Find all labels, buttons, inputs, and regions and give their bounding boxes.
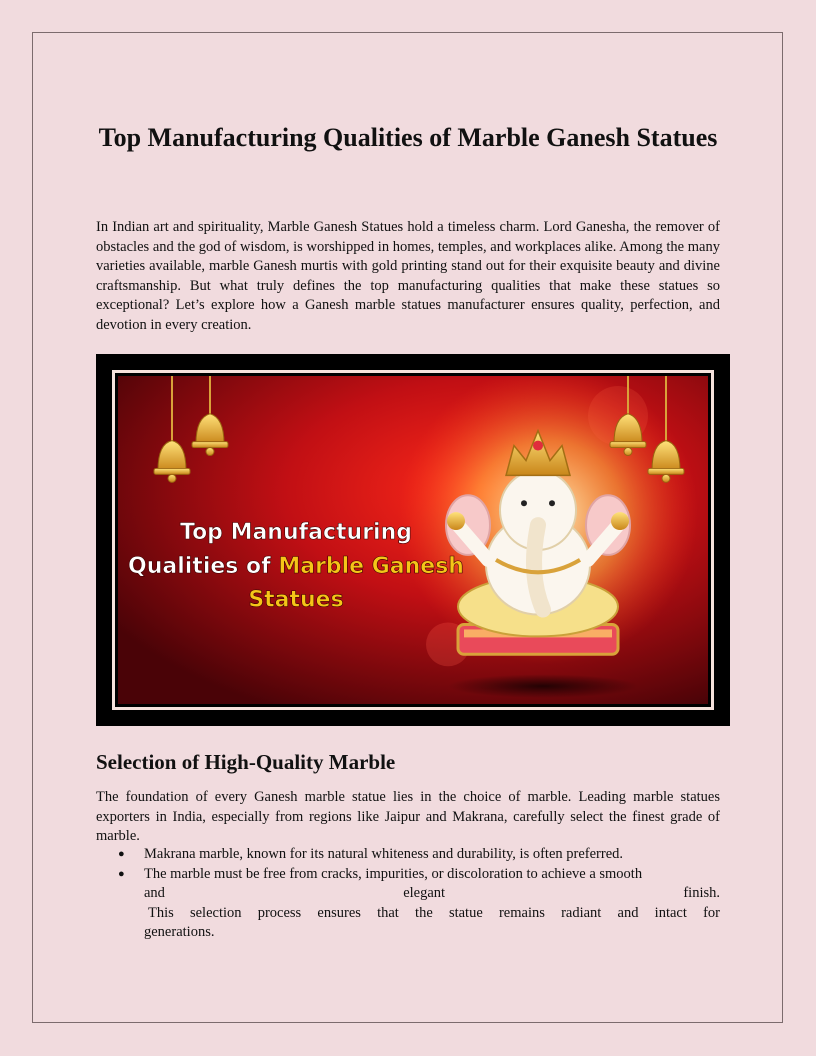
banner-text-line2-gold: Marble Ganesh	[278, 553, 464, 579]
list-item-text: This selection process ensures that the statue remains radiant and intact for	[148, 904, 720, 921]
banner-text-line2	[128, 554, 464, 579]
banner-text-line3: Statues	[248, 587, 344, 613]
banner-artwork	[118, 376, 708, 704]
banner-frame	[112, 370, 714, 710]
list-item-word: finish.	[683, 885, 720, 901]
bullet-list	[96, 845, 720, 943]
section-heading: Selection of High-Quality Marble	[96, 750, 396, 774]
banner-image	[96, 354, 730, 726]
section-paragraph: The foundation of every Ganesh marble statue lies in the choice of marble. Leading marble statues exporters in India, especially from regions like Jaipur and Makrana, carefully select the finest grade of marble.	[96, 789, 720, 844]
list-item	[96, 845, 720, 865]
list-item-spread-line	[144, 884, 720, 904]
banner-text-line2-white: Qualities of	[128, 553, 279, 579]
banner-text-line1: Top Manufacturing	[180, 520, 412, 545]
intro-paragraph: In Indian art and spirituality, Marble Ganesh Statues hold a timeless charm. Lord Ganesha, the remover of obstacles and the god of wisdom, is worshipped in homes, temples, and workplaces alike. Among the many varieties available, marble Ganesh murtis with gold printing stand out for their exquisite beauty and divine craftsmanship. But what truly defines the top manufacturing qualities that make these statues so exceptional? Let’s explore how a Ganesh marble statues manufacturer ensures quality, perfection, and devotion in every creation.	[96, 219, 720, 333]
list-item-text: Makrana marble, known for its natural whiteness and durability, is often preferred.	[144, 846, 624, 862]
list-item-text: The marble must be free from cracks, impurities, or discoloration to achieve a smooth	[144, 865, 643, 882]
list-item-word: elegant	[403, 885, 446, 901]
bullet-icon: ●	[118, 867, 125, 880]
bullet-icon: ●	[118, 848, 125, 860]
list-item-word: and	[144, 885, 165, 901]
list-item	[96, 865, 720, 943]
page-title: Top Manufacturing Qualities of Marble Ganesh Statues	[98, 123, 718, 152]
list-item-text: generations.	[144, 924, 215, 940]
